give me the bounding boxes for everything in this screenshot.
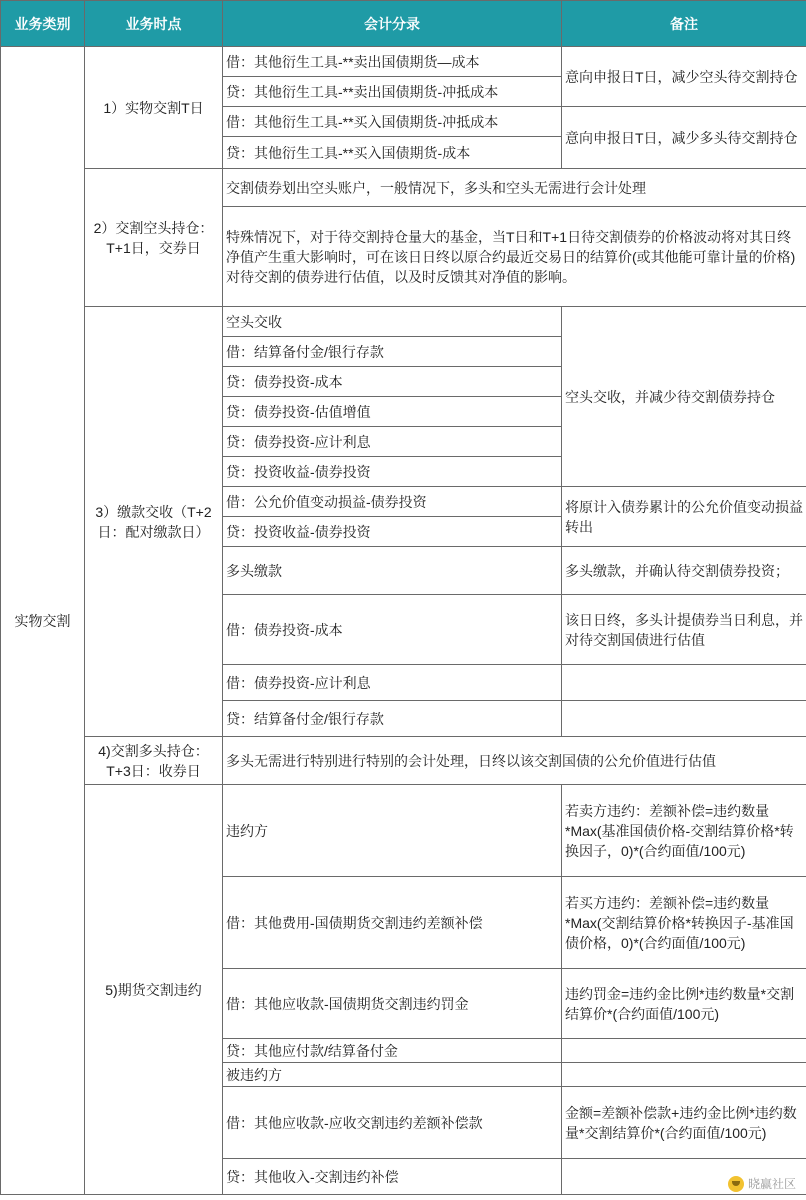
- entry-cell: 借：其他衍生工具-**买入国债期货-冲抵成本: [223, 107, 562, 137]
- note-cell: 违约罚金=违约金比例*违约数量*交割结算价*(合约面值/100元): [562, 969, 806, 1039]
- category-cell: 实物交割: [1, 47, 85, 1195]
- entry-cell: 贷：投资收益-债券投资: [223, 457, 562, 487]
- entry-cell: 贷：债券投资-估值增值: [223, 397, 562, 427]
- paragraph-cell: 交割债券划出空头账户，一般情况下，多头和空头无需进行会计处理: [223, 169, 806, 207]
- entry-cell: 贷：其他衍生工具-**买入国债期货-成本: [223, 137, 562, 169]
- header-time: 业务时点: [85, 1, 223, 47]
- community-logo-icon: [728, 1176, 744, 1192]
- entry-cell: 被违约方: [223, 1063, 562, 1087]
- note-cell: 若卖方违约：差额补偿=违约数量*Max(基准国债价格-交割结算价格*转换因子，0)*(合约面值/100元): [562, 785, 806, 877]
- entry-cell: 贷：债券投资-成本: [223, 367, 562, 397]
- time-point-cell: 4)交割多头持仓：T+3日：收券日: [85, 737, 223, 785]
- entry-cell: 借：其他应收款-国债期货交割违约罚金: [223, 969, 562, 1039]
- entry-cell: 贷：结算备付金/银行存款: [223, 701, 562, 737]
- table-row: [1, 169, 806, 207]
- header-category: 业务类别: [1, 1, 85, 47]
- entry-cell: 贷：其他应付款/结算备付金: [223, 1039, 562, 1063]
- table-row: [1, 785, 806, 877]
- table-row: [1, 307, 806, 337]
- entry-cell: 多头缴款: [223, 547, 562, 595]
- entry-cell: 借：公允价值变动损益-债券投资: [223, 487, 562, 517]
- entry-cell: 违约方: [223, 785, 562, 877]
- header-entry: 会计分录: [223, 1, 562, 47]
- entry-cell: 借：债券投资-应计利息: [223, 665, 562, 701]
- note-cell: 将原计入债券累计的公允价值变动损益转出: [562, 487, 806, 547]
- entry-cell: 借：其他费用-国债期货交割违约差额补偿: [223, 877, 562, 969]
- note-cell: 意向申报日T日，减少空头待交割持仓: [562, 47, 806, 107]
- entry-cell: 贷：其他衍生工具-**卖出国债期货-冲抵成本: [223, 77, 562, 107]
- entry-cell: 空头交收: [223, 307, 562, 337]
- header-row: [1, 1, 806, 47]
- entry-cell: 贷：债券投资-应计利息: [223, 427, 562, 457]
- note-cell: [562, 1063, 806, 1087]
- paragraph-cell: 多头无需进行特别进行特别的会计处理，日终以该交割国债的公允价值进行估值: [223, 737, 806, 785]
- note-cell: 该日日终，多头计提债券当日利息，并对待交割国债进行估值: [562, 595, 806, 665]
- watermark-text: 晓赢社区: [747, 1177, 796, 1191]
- note-cell: [562, 1039, 806, 1063]
- entry-cell: 借：其他应收款-应收交割违约差额补偿款: [223, 1087, 562, 1159]
- table-row: [1, 47, 806, 77]
- entry-cell: 借：结算备付金/银行存款: [223, 337, 562, 367]
- note-cell: [562, 665, 806, 701]
- time-point-cell: 2）交割空头持仓：T+1日，交券日: [85, 169, 223, 307]
- time-point-cell: 1）实物交割T日: [85, 47, 223, 169]
- note-cell: [562, 701, 806, 737]
- time-point-cell: 3）缴款交收（T+2日：配对缴款日）: [85, 307, 223, 737]
- entry-cell: 贷：投资收益-债券投资: [223, 517, 562, 547]
- note-cell: 多头缴款，并确认待交割债券投资；: [562, 547, 806, 595]
- entry-cell: 贷：其他收入-交割违约补偿: [223, 1159, 562, 1195]
- note-cell: 金额=差额补偿款+违约金比例*违约数量*交割结算价*(合约面值/100元): [562, 1087, 806, 1159]
- table-row: [1, 737, 806, 785]
- watermark: [728, 1175, 796, 1192]
- header-note: 备注: [562, 1, 806, 47]
- note-cell: 意向申报日T日，减少多头待交割持仓: [562, 107, 806, 169]
- entry-cell: 借：其他衍生工具-**卖出国债期货—成本: [223, 47, 562, 77]
- time-point-cell: 5)期货交割违约: [85, 785, 223, 1195]
- note-cell: 若买方违约：差额补偿=违约数量*Max(交割结算价格*转换因子-基准国债价格，0)*(合约面值/100元): [562, 877, 806, 969]
- note-cell: 空头交收，并减少待交割债券持仓: [562, 307, 806, 487]
- paragraph-cell: 特殊情况下，对于待交割持仓量大的基金，当T日和T+1日待交割债券的价格波动将对其日终净值产生重大影响时，可在该日日终以原合约最近交易日的结算价(或其他能可靠计量的价格)对待交割的债券进行估值，以及时反馈其对净值的影响。: [223, 207, 806, 307]
- entry-cell: 借：债券投资-成本: [223, 595, 562, 665]
